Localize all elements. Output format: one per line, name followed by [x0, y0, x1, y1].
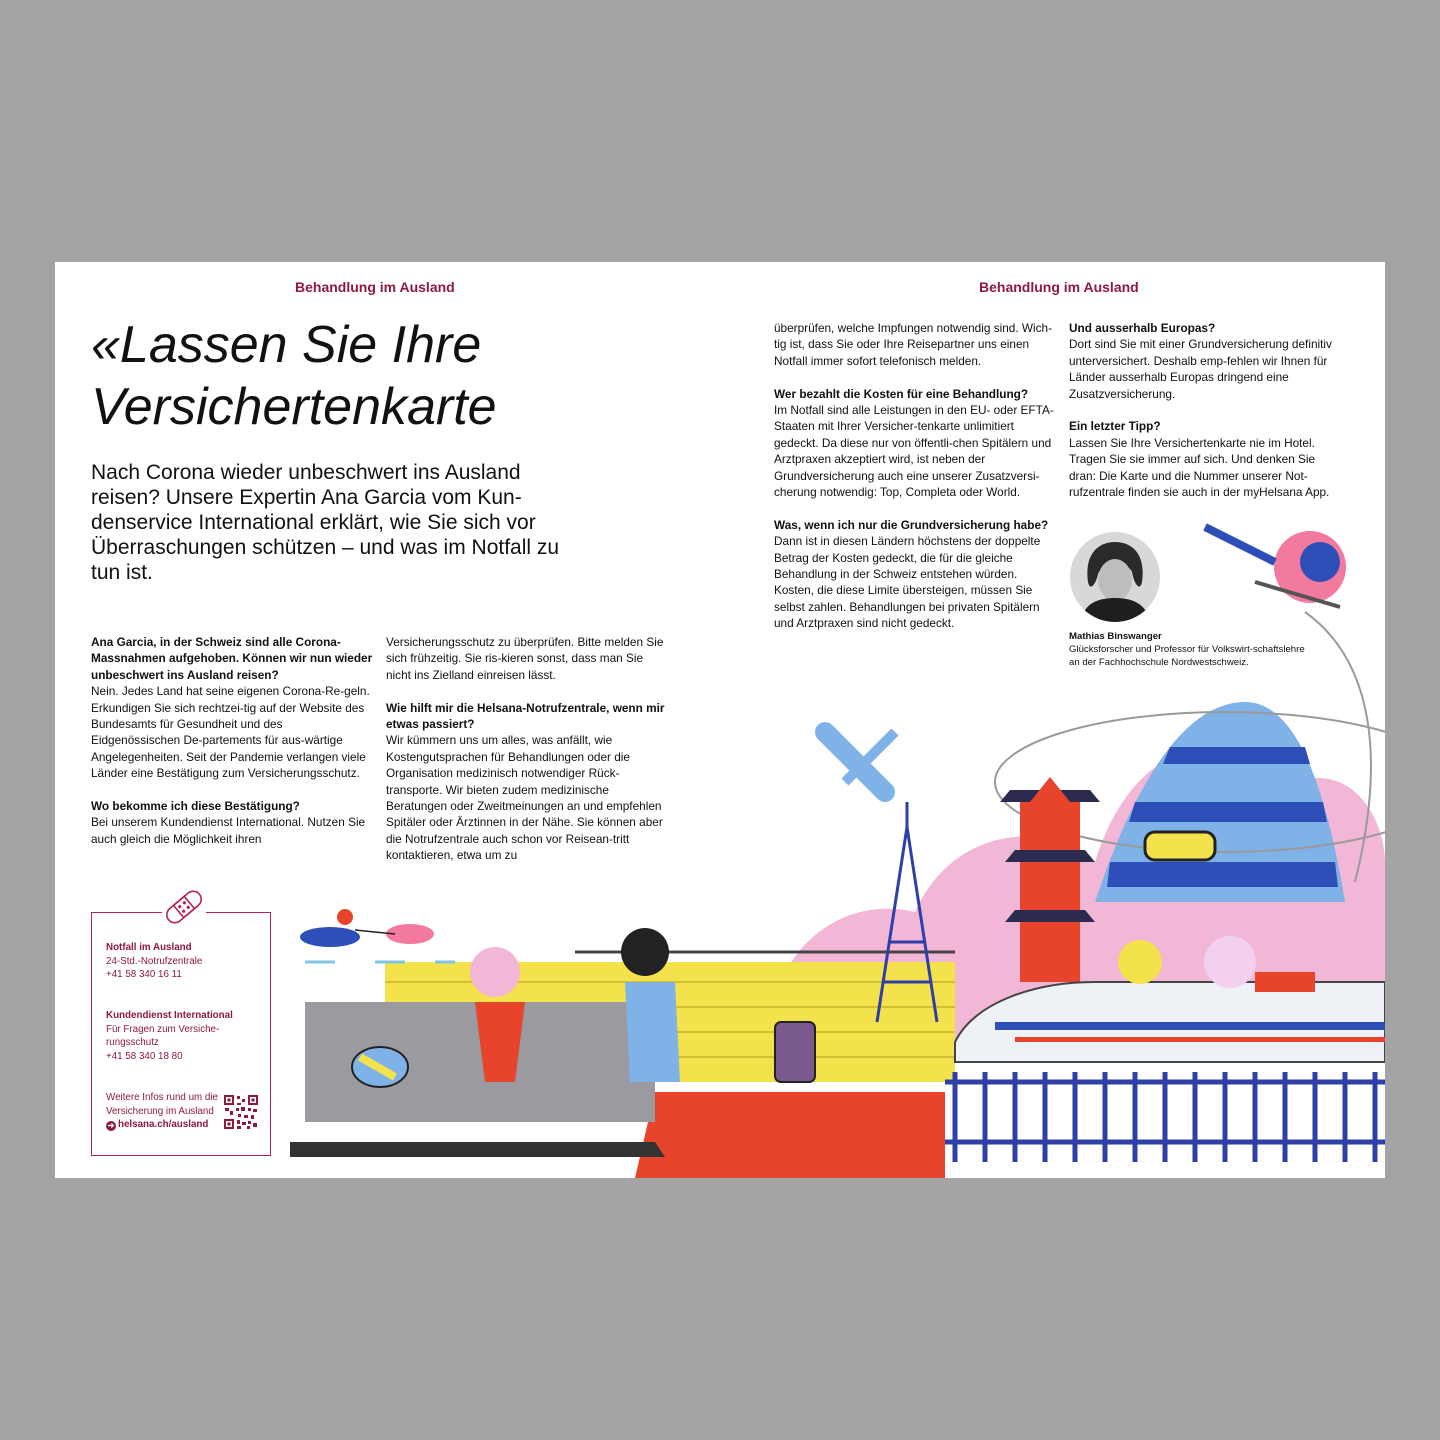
qr-code[interactable] [224, 1095, 258, 1129]
section-kicker-right: Behandlung im Ausland [979, 279, 1139, 295]
customer-service-label: Für Fragen zum Versiche-rungsschutz [106, 1023, 220, 1048]
question: Wer bezahlt die Kosten für eine Behandlung? [774, 386, 1029, 401]
blue-fence [945, 1072, 1385, 1162]
plane-illustration [825, 732, 895, 792]
info-link[interactable] [106, 1118, 218, 1132]
question: Ein letzter Tipp? [1069, 419, 1161, 434]
bandage-icon [162, 887, 206, 927]
info-box [91, 912, 271, 1156]
answer-continued: überprüfen, welche Impfungen notwendig sind. Wich-tig ist, dass Sie oder Ihre Reisepartner uns einen Notfall immer sofort telefonisch melden. [774, 321, 1053, 368]
car-illustration [1145, 832, 1215, 860]
customer-service-block [106, 1009, 256, 1063]
answer: Nein. Jedes Land hat seine eigenen Corona-Re-geln. Erkundigen Sie sich rechtzei-tig auf der Website des Bundesamts für Gesundheit und des Eidgenössischen De-partements für aus-wärtige Angelegenheiten. Seit der Pandemie verlangen viele Länder eine Bestätigung zum Versicherungsschutz. [91, 684, 370, 781]
helicopter-illustration [1205, 527, 1346, 607]
caption-role: Glücksforscher und Professor für Volkswirt-schaftslehre an der Fachhochschule Nordwestschweiz. [1069, 644, 1305, 668]
answer: Bei unserem Kundendienst International. Nutzen Sie auch gleich die Möglichkeit ihren [91, 815, 366, 846]
more-info-block [106, 1091, 218, 1132]
question-paragraph [1069, 320, 1344, 402]
answer: Wir kümmern uns um alles, was anfällt, wie Kostengutsprachen für Behandlungen oder die Organisation medizinisch notwendiger Rück-transporte. Wir bieten zudem medizinische Beratungen oder Zweitmeinungen an und empfehlen Spitäler oder Ärztinnen in der Nähe. Sie können aber die Notrufzentrale auch schon vor Reisean-tritt kontaktieren, etwa um zu [386, 733, 663, 863]
answer: Lassen Sie Ihre Versichertenkarte nie im Hotel. Tragen Sie sie immer auf sich. Und denken Sie dran: Die Karte und die Nummer unserer Not-rufzentrale finden sie auch in der myHelsana App. [1069, 435, 1330, 500]
emergency-block [106, 941, 256, 982]
customer-service-title: Kundendienst International [106, 1010, 233, 1021]
answer: Im Notfall sind alle Leistungen in den EU- oder EFTA-Staaten mit Ihrer Versicher-tenkarte unlimitiert gedeckt. Da diese nur von öffentli-chen Spitälern und Arztpraxen akzeptiert wird, ist neben der Grundversicherung auch eine unserer Zusatzversi-cherung notwendig: Top, Completa oder World. [774, 403, 1054, 500]
article-column-3 [774, 320, 1056, 648]
emergency-hotline-label: 24-Std.-Notrufzentrale [106, 955, 203, 967]
section-kicker-left: Behandlung im Ausland [295, 279, 455, 295]
page-title: «Lassen Sie Ihre Versichertenkarte [91, 316, 497, 436]
question: Was, wenn ich nur die Grundversicherung habe? [774, 517, 1049, 532]
red-ground [635, 1092, 945, 1178]
caption-name: Mathias Binswanger [1069, 631, 1162, 642]
customer-service-phone[interactable]: +41 58 340 18 80 [106, 1050, 183, 1062]
article-column-4 [1069, 320, 1344, 517]
boat-illustration [300, 909, 455, 962]
question-paragraph [386, 700, 668, 864]
question-paragraph [91, 634, 373, 782]
article-column-2 [386, 634, 668, 880]
question: Und ausserhalb Europas? [1069, 321, 1216, 335]
question-paragraph [774, 517, 1056, 632]
emergency-title: Notfall im Ausland [106, 942, 192, 953]
portrait-caption [1069, 630, 1309, 669]
more-info-text: Weitere Infos rund um die Versicherung im Ausland [106, 1092, 218, 1117]
answer: Dort sind Sie mit einer Grundversicherung definitiv unterversichert. Deshalb emp-fehlen wir Ihnen für Länder ausserhalb Europas dringend eine Zusatzversicherung. [1069, 337, 1332, 401]
question-paragraph [1069, 418, 1344, 500]
train-illustration [955, 982, 1385, 1062]
magazine-spread [55, 262, 1385, 1178]
answer: Dann ist in diesen Ländern höchstens der doppelte Betrag der Kosten gedeckt, die für die gleiche Behandlung in der Schweiz entstehen würden. Kosten, die diese Limite übersteigen, müssen Sie selbst zahlen. Behandlungen bei privaten Spitälern und Arztpraxen sind nicht gedeckt. [774, 534, 1041, 631]
question: Wo bekomme ich diese Bestätigung? [91, 799, 300, 814]
question-paragraph [774, 386, 1056, 501]
question: Ana Garcia, in der Schweiz sind alle Corona-Massnahmen aufgehoben. Können wir nun wieder unbeschwert ins Ausland reisen? [91, 635, 373, 682]
arrow-circle-icon: ➜ [107, 1121, 115, 1130]
answer-continued: Versicherungsschutz zu überprüfen. Bitte melden Sie sich frühzeitig. Sie ris-kieren sonst, dass man Sie nicht ins Zielland einreisen lässt. [386, 635, 664, 682]
info-link-label: helsana.ch/ausland [118, 1119, 209, 1130]
question-paragraph [91, 798, 373, 847]
question: Wie hilft mir die Helsana-Notrufzentrale, wenn mir etwas passiert? [386, 700, 665, 732]
expert-portrait [1070, 532, 1160, 622]
emergency-phone[interactable]: +41 58 340 16 11 [106, 969, 182, 980]
lead-paragraph: Nach Corona wieder unbeschwert ins Ausland reisen? Unsere Expertin Ana Garcia vom Kun-denservice International erklärt, wie Sie sich vor Überraschungen schützen – und was im Notfall zu tun ist. [91, 461, 560, 584]
article-column-1 [91, 634, 373, 864]
